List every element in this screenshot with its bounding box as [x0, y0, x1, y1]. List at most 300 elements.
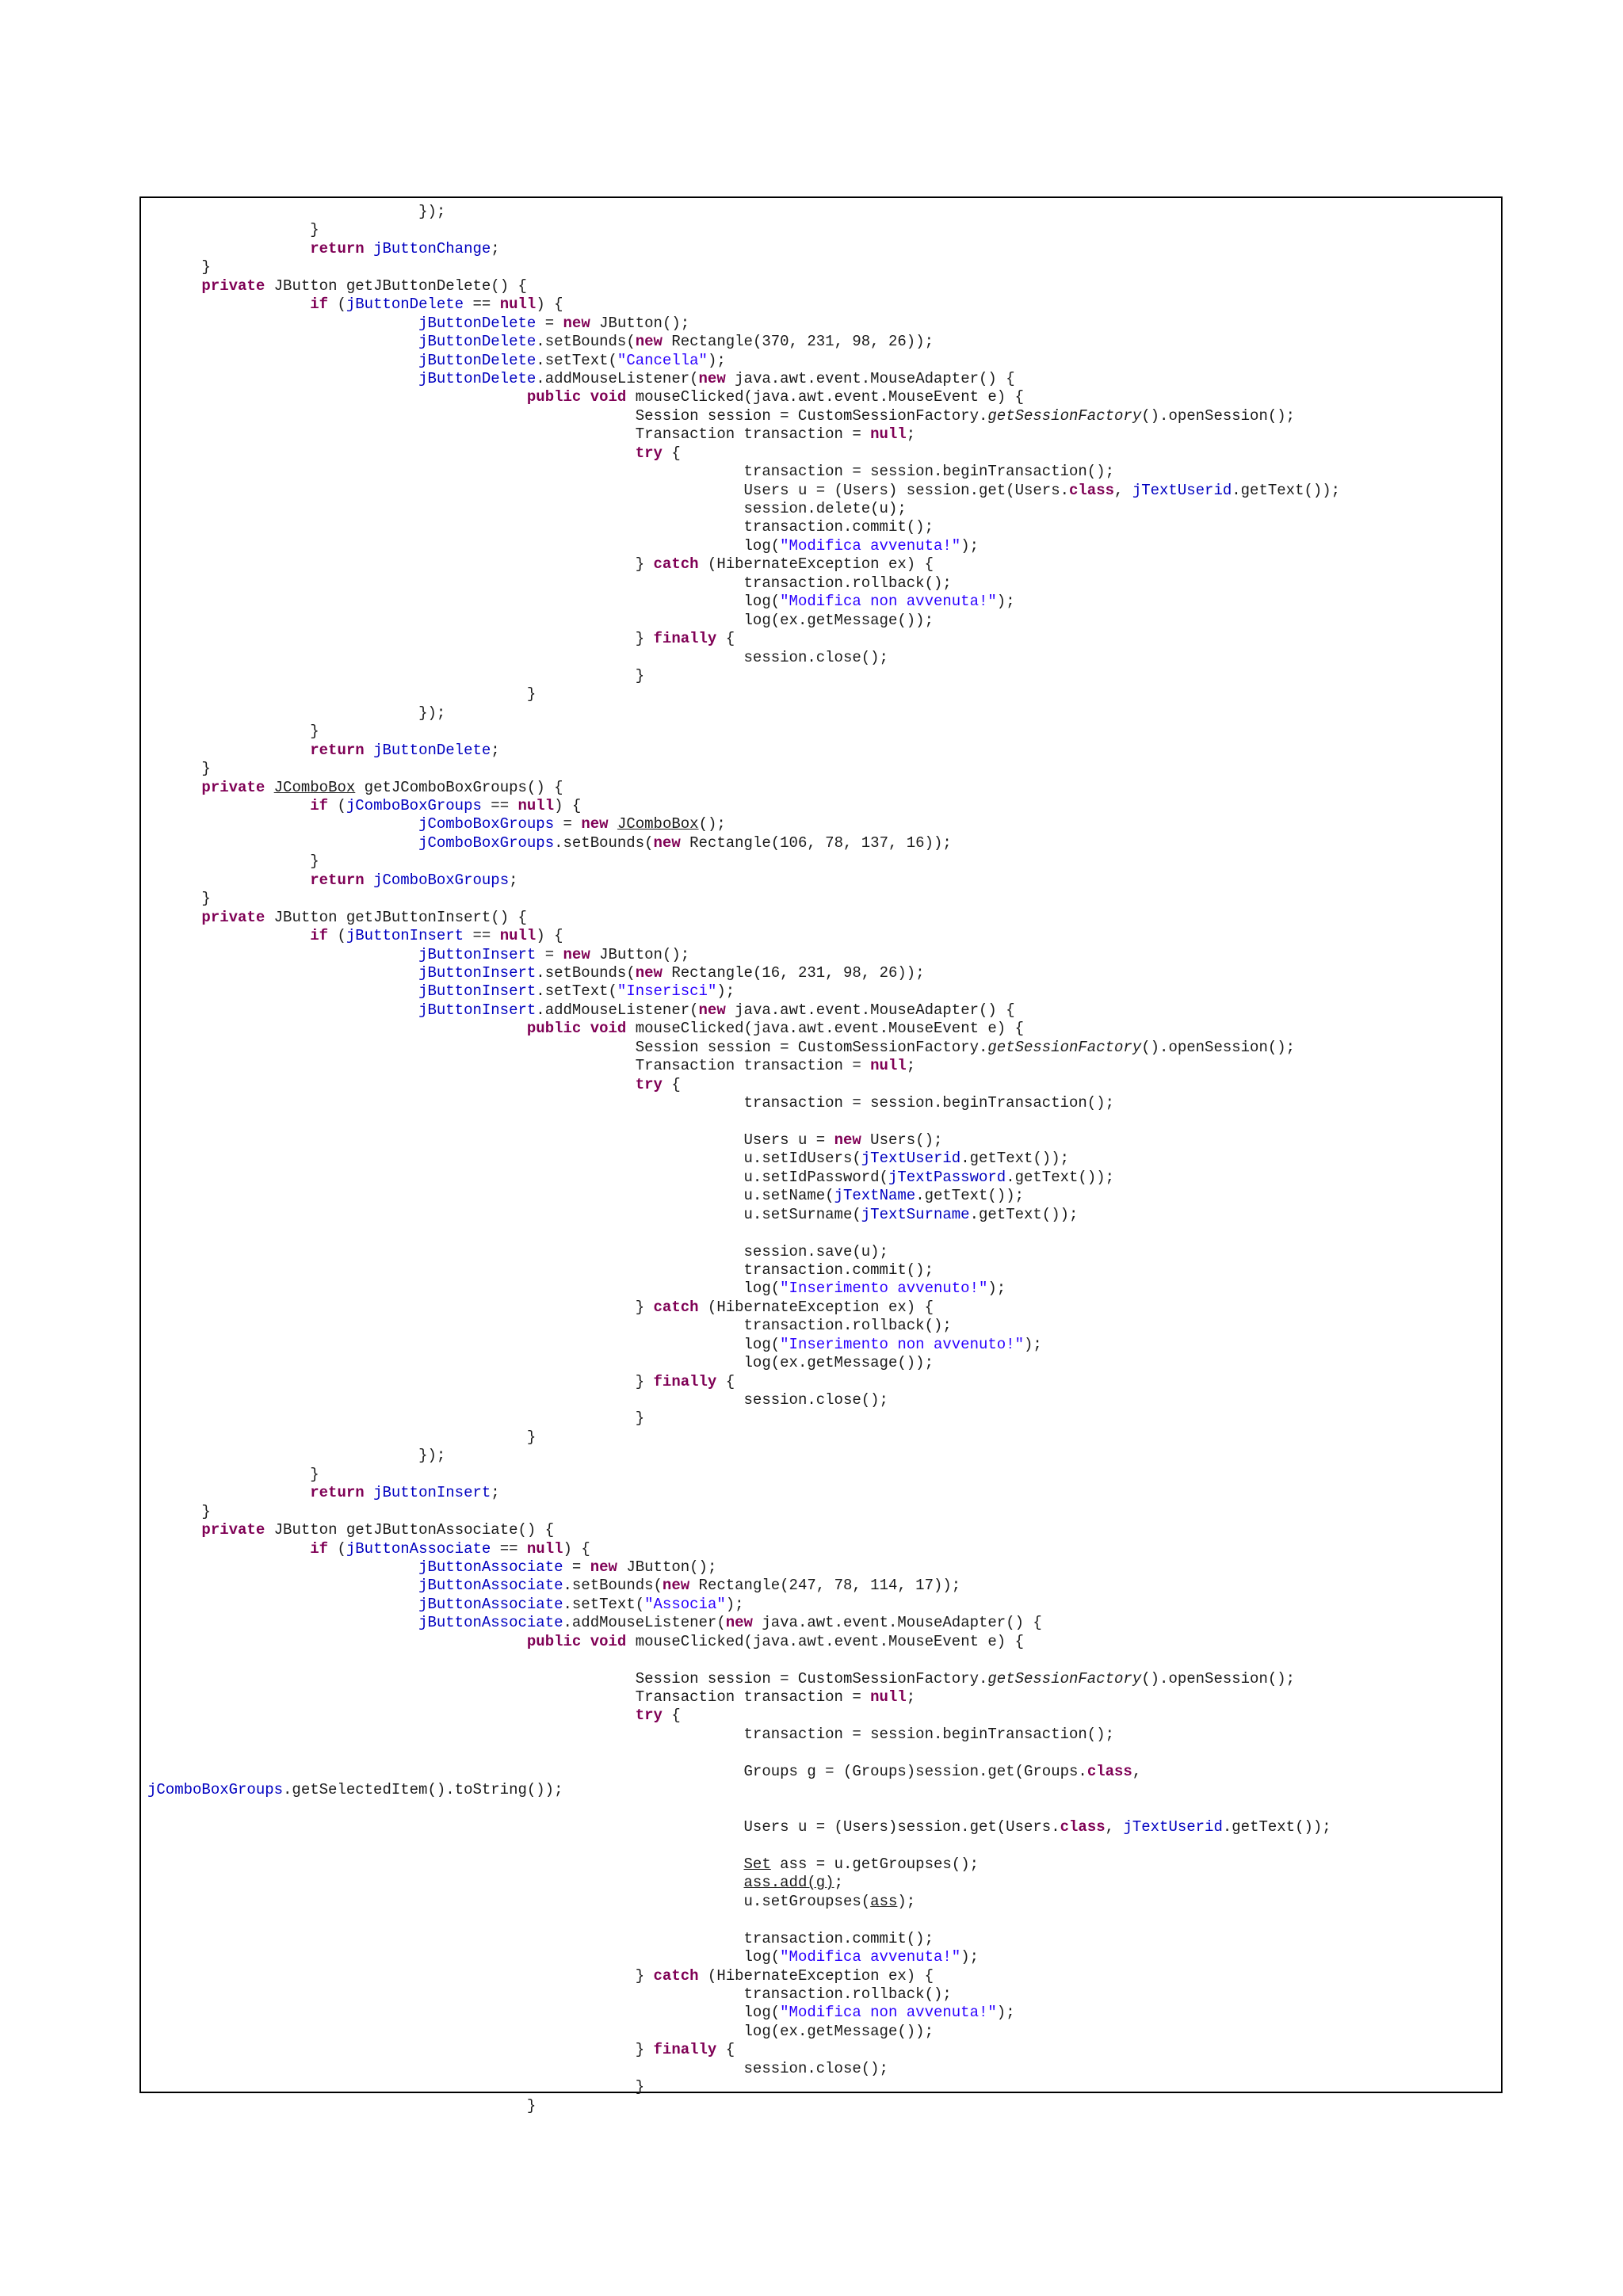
code-token: jTextSurname [861, 1205, 970, 1223]
code-line [147, 1354, 1340, 1372]
code-line [147, 1428, 1340, 1447]
code-line [147, 425, 1340, 444]
code-line [147, 388, 1340, 406]
code-line [147, 1521, 1340, 1539]
code-token: (HibernateException ex) { [698, 555, 934, 574]
code-token: ; [906, 1057, 916, 1075]
code-token: Transaction transaction = [635, 425, 871, 444]
code-indent [147, 203, 418, 220]
code-indent [147, 964, 418, 982]
code-token: private [201, 277, 265, 295]
code-indent [147, 1670, 636, 1688]
code-line [147, 1503, 1340, 1521]
code-indent [147, 2041, 636, 2058]
code-indent [147, 388, 527, 406]
code-token: .getText()); [1222, 1818, 1331, 1836]
code-token: class [1060, 1818, 1106, 1836]
code-token: ) { [536, 927, 563, 945]
code-line [147, 1540, 1340, 1558]
code-line [147, 1169, 1340, 1187]
code-token: jTextName [834, 1187, 916, 1205]
code-token: } [635, 1372, 654, 1390]
code-line [147, 277, 1340, 296]
code-token: JButton getJButtonDelete() { [265, 277, 527, 295]
code-token: new [635, 333, 663, 351]
code-token: ) { [554, 797, 582, 814]
code-token: jComboBoxGroups [418, 815, 555, 833]
code-line [147, 574, 1340, 593]
code-token: jButtonAssociate [346, 1539, 491, 1558]
code-indent [147, 704, 418, 722]
code-indent [147, 2004, 744, 2021]
code-line [147, 1818, 1340, 1836]
code-token: jButtonInsert [373, 1484, 491, 1502]
code-line [147, 537, 1340, 555]
code-token: } [201, 258, 211, 277]
code-token: JButton(); [617, 1558, 717, 1576]
code-line [147, 946, 1340, 964]
code-line [147, 742, 1340, 760]
code-token: transaction.commit(); [743, 1929, 934, 1947]
code-indent [147, 407, 636, 425]
code-indent [147, 1707, 636, 1724]
code-token: ); [996, 593, 1015, 611]
code-line [147, 1577, 1340, 1595]
code-token: ); [960, 1948, 979, 1966]
code-indent [147, 1391, 744, 1409]
code-token: "Modifica non avvenuta!" [780, 2004, 997, 2022]
code-token: ().openSession(); [1141, 406, 1296, 425]
code-token: } [310, 221, 319, 239]
code-token: JButton(); [590, 314, 690, 332]
code-token: ( [328, 1539, 346, 1558]
code-token: "Associa" [644, 1595, 726, 1613]
code-indent [147, 909, 201, 926]
code-line [147, 723, 1340, 741]
code-line [147, 296, 1340, 314]
code-indent [147, 518, 744, 536]
code-token: new [725, 1614, 753, 1632]
code-indent [147, 1373, 636, 1390]
code-indent [147, 779, 201, 796]
code-indent [147, 723, 310, 740]
code-token: new [635, 963, 663, 982]
code-token: } [201, 760, 211, 778]
code-indent [147, 2078, 636, 2096]
code-token: void [590, 1020, 627, 1038]
code-indent [147, 1447, 418, 1464]
code-indent [147, 612, 744, 629]
code-token: .setBounds( [554, 833, 654, 852]
code-token: catch [653, 1298, 699, 1316]
code-line [147, 982, 1340, 1001]
code-indent [147, 1985, 744, 2003]
code-token: } [310, 723, 319, 741]
code-indent [147, 1169, 744, 1186]
code-token: } [635, 1298, 654, 1316]
code-indent [147, 1930, 744, 1947]
code-token: .addMouseListener( [563, 1614, 726, 1632]
code-token: Session session = CustomSessionFactory. [635, 406, 988, 425]
code-token: null [526, 1539, 563, 1558]
code-line [147, 518, 1340, 536]
code-indent [147, 1855, 744, 1873]
code-token: ); [707, 351, 726, 369]
code-line [147, 2060, 1340, 2078]
code-token [609, 815, 617, 833]
code-token: finally [653, 1372, 717, 1390]
code-indent [147, 871, 310, 889]
code-line [147, 1224, 1340, 1242]
code-token: null [517, 797, 555, 814]
code-token: Set [743, 1855, 771, 1873]
code-line [147, 630, 1340, 648]
code-token: log( [743, 593, 781, 611]
code-token: == [481, 797, 518, 814]
code-indent [147, 1317, 744, 1334]
code-token: log(ex.getMessage()); [743, 2022, 934, 2040]
code-token: }); [418, 1447, 446, 1465]
code-token: ; [834, 1874, 843, 1892]
code-line [147, 704, 1340, 723]
code-token: u.setGroupses( [743, 1892, 871, 1910]
code-token: { [662, 1707, 681, 1725]
code-token: jButtonDelete [418, 333, 537, 351]
code-indent [147, 927, 310, 944]
code-token: = [563, 1558, 590, 1576]
code-line [147, 1261, 1340, 1280]
code-token: null [870, 1057, 907, 1075]
code-line [147, 779, 1340, 797]
code-token [365, 742, 373, 759]
code-token: } [635, 2041, 654, 2059]
code-line [147, 927, 1340, 945]
code-line [147, 1020, 1340, 1038]
code-token: transaction.rollback(); [743, 1985, 952, 2003]
code-indent [147, 1039, 636, 1056]
code-token: Rectangle(16, 231, 98, 26)); [662, 963, 925, 982]
code-indent [147, 1726, 744, 1743]
code-token: } [526, 2096, 537, 2115]
code-line [147, 370, 1340, 388]
code-token: try [635, 444, 663, 462]
code-token: .addMouseListener( [536, 369, 699, 387]
code-token: ); [716, 982, 735, 1001]
code-token: new [698, 369, 726, 387]
code-indent [147, 1763, 744, 1780]
code-token: ); [960, 536, 979, 555]
code-indent [147, 667, 636, 685]
code-indent [147, 1688, 636, 1706]
code-token: ; [491, 741, 500, 759]
code-indent [147, 555, 636, 573]
code-line [147, 1447, 1340, 1465]
code-token: catch [653, 555, 699, 574]
code-line [147, 1874, 1340, 1892]
code-token: Users u = (Users)session.get(Users. [743, 1818, 1060, 1836]
code-line [147, 1893, 1340, 1911]
code-indent [147, 1633, 527, 1650]
code-token: Rectangle(247, 78, 114, 17)); [689, 1577, 961, 1595]
code-line [147, 203, 1340, 221]
code-token: u.setIdUsers( [743, 1150, 861, 1168]
code-indent [147, 1001, 418, 1019]
code-line [147, 1001, 1340, 1020]
code-token: session.delete(u); [743, 500, 907, 517]
code-line [147, 1057, 1340, 1075]
code-token: JComboBox [273, 778, 356, 796]
code-indent [147, 1540, 310, 1558]
code-indent [147, 425, 636, 443]
code-token: .addMouseListener( [536, 1001, 699, 1019]
code-token: Transaction transaction = [635, 1688, 871, 1706]
code-token: jButtonAssociate [418, 1595, 563, 1613]
code-token: { [662, 1075, 681, 1093]
code-token: getSessionFactory [987, 1669, 1142, 1688]
code-listing [147, 203, 1340, 2115]
code-line [147, 1781, 1340, 1799]
code-token: "Modifica non avvenuta!" [780, 593, 997, 611]
code-line [147, 871, 1340, 890]
code-line [147, 1948, 1340, 1966]
code-indent [147, 742, 310, 759]
code-token: ); [996, 2004, 1015, 2022]
code-indent [147, 1874, 744, 1891]
code-token [365, 240, 373, 257]
code-token: null [499, 296, 537, 314]
code-token [581, 1020, 590, 1037]
code-token: jComboBoxGroups [418, 833, 555, 852]
code-line [147, 909, 1340, 927]
code-indent [147, 834, 418, 852]
code-token: class [1086, 1762, 1132, 1780]
code-token: }); [418, 203, 446, 220]
code-indent [147, 1967, 636, 1985]
code-line [147, 221, 1340, 239]
code-indent [147, 1818, 744, 1836]
code-token: jTextUserid [1132, 481, 1232, 499]
code-line [147, 407, 1340, 425]
code-token: java.awt.event.MouseAdapter() { [725, 369, 1015, 387]
code-token: return [310, 741, 365, 759]
code-token: new [563, 945, 590, 963]
code-token: { [716, 2041, 735, 2059]
code-token: .getText()); [915, 1187, 1025, 1205]
code-line [147, 500, 1340, 518]
code-indent [147, 593, 744, 610]
code-token: ; [906, 425, 916, 444]
code-token: getJComboBoxGroups() { [355, 778, 563, 796]
code-token: jButtonAssociate [418, 1577, 563, 1595]
code-token: .getText()); [1006, 1168, 1115, 1186]
code-token: ass.add(g) [743, 1874, 834, 1892]
code-token: jComboBoxGroups [346, 797, 482, 814]
code-token: private [201, 778, 265, 796]
code-token: "Inserisci" [617, 982, 717, 1001]
code-token: log( [743, 536, 781, 555]
code-token: jButtonDelete [418, 314, 537, 332]
code-indent [147, 1280, 744, 1297]
code-line [147, 852, 1340, 871]
code-token: null [870, 425, 907, 444]
code-token: jTextPassword [888, 1168, 1006, 1186]
code-token: ( [328, 797, 346, 814]
code-token: JButton getJButtonInsert() { [265, 908, 527, 926]
code-token: jButtonChange [373, 239, 491, 257]
code-token: u.setSurname( [743, 1205, 861, 1223]
code-indent [147, 2097, 527, 2115]
code-indent [147, 277, 201, 295]
code-indent [147, 444, 636, 462]
code-token: log( [743, 2004, 781, 2022]
code-token: session.close(); [743, 2059, 888, 2077]
code-token: ().openSession(); [1141, 1038, 1296, 1056]
code-token: } [635, 630, 654, 648]
code-indent [147, 630, 636, 647]
code-token: if [310, 1539, 329, 1558]
code-indent [147, 1558, 418, 1576]
code-token: new [563, 314, 590, 332]
code-line [147, 2097, 1340, 2115]
code-token: null [870, 1688, 907, 1706]
code-token: return [310, 1484, 365, 1502]
code-token: ( [328, 927, 346, 945]
code-token: .setText( [536, 982, 617, 1001]
code-token: .setBounds( [536, 963, 636, 982]
code-token: public [526, 1020, 582, 1038]
code-indent [147, 1076, 636, 1093]
code-line [147, 555, 1340, 574]
code-indent [147, 1466, 310, 1483]
code-line [147, 352, 1340, 370]
code-token: } [635, 1409, 645, 1428]
code-token [365, 871, 373, 889]
code-line [147, 1112, 1340, 1131]
code-token: .getText()); [960, 1150, 1070, 1168]
code-token: "Modifica avvenuta!" [780, 536, 961, 555]
code-token: Session session = CustomSessionFactory. [635, 1669, 988, 1688]
code-token [581, 388, 590, 406]
code-line [147, 667, 1340, 685]
code-indent [147, 1131, 744, 1149]
code-indent [147, 685, 527, 703]
code-indent [147, 1243, 744, 1261]
code-token: ); [725, 1595, 744, 1613]
code-token: transaction = session.beginTransaction(); [743, 463, 1115, 481]
code-token: .getSelectedItem().toString()); [283, 1781, 563, 1799]
code-token: jTextUserid [861, 1150, 961, 1168]
code-line [147, 1726, 1340, 1744]
code-token: ().openSession(); [1141, 1669, 1296, 1688]
code-indent [147, 240, 310, 257]
code-token: jButtonAssociate [418, 1614, 563, 1632]
code-token: new [590, 1558, 617, 1576]
code-indent [147, 333, 418, 350]
code-line [147, 685, 1340, 704]
code-token: u.setName( [743, 1187, 834, 1205]
code-token: transaction.commit(); [743, 518, 934, 536]
code-indent [147, 352, 418, 369]
code-token: , [1132, 1762, 1142, 1780]
code-token: new [698, 1001, 726, 1019]
code-token: finally [653, 630, 717, 648]
code-line [147, 1596, 1340, 1614]
code-line [147, 1484, 1340, 1502]
code-line [147, 1131, 1340, 1150]
code-line [147, 612, 1340, 630]
code-token: ass [870, 1892, 898, 1910]
code-line [147, 1967, 1340, 1985]
code-line [147, 482, 1340, 500]
code-token: } [201, 890, 211, 908]
code-token: jButtonDelete [418, 351, 537, 369]
code-token: } [635, 666, 645, 685]
code-line [147, 890, 1340, 908]
code-token: { [662, 444, 681, 462]
code-token: = [536, 314, 563, 332]
code-token: catch [653, 1966, 699, 1985]
code-indent [147, 1484, 310, 1501]
code-token: .setText( [536, 351, 617, 369]
code-line [147, 1299, 1340, 1317]
code-token: ass = u.getGroupses(); [770, 1855, 979, 1873]
code-token: jComboBoxGroups [373, 871, 510, 889]
code-line [147, 240, 1340, 258]
code-line [147, 2041, 1340, 2059]
code-indent [147, 463, 744, 480]
code-token: mouseClicked(java.awt.event.MouseEvent e) { [626, 1632, 1025, 1650]
code-indent [147, 1948, 744, 1966]
code-indent [147, 1020, 527, 1037]
code-indent [147, 1261, 744, 1279]
code-line [147, 1076, 1340, 1094]
code-line [147, 1633, 1340, 1651]
code-line [147, 258, 1340, 277]
code-line [147, 1039, 1340, 1057]
code-line [147, 1855, 1340, 1874]
code-token: } [201, 1502, 211, 1520]
code-indent [147, 482, 744, 499]
code-indent [147, 1187, 744, 1204]
code-line [147, 1187, 1340, 1205]
code-indent [147, 760, 201, 777]
code-line [147, 760, 1340, 778]
code-indent [147, 296, 310, 313]
code-indent [147, 1503, 201, 1520]
code-indent [147, 221, 310, 238]
code-line [147, 2078, 1340, 2096]
code-line [147, 1763, 1340, 1781]
code-token: == [491, 1539, 527, 1558]
code-indent [147, 370, 418, 387]
code-indent [147, 1057, 636, 1074]
code-indent [147, 1893, 744, 1910]
code-token: } [635, 555, 654, 574]
code-indent [147, 1596, 418, 1613]
code-line [147, 2004, 1340, 2022]
code-indent [147, 1577, 418, 1594]
code-token: , [1114, 481, 1132, 499]
code-indent [147, 2023, 744, 2040]
code-token: (); [698, 815, 726, 833]
code-token: jButtonDelete [373, 741, 491, 759]
code-indent [147, 1428, 527, 1446]
code-token: "Inserimento avvenuto!" [780, 1280, 988, 1298]
code-token: .getText()); [1232, 481, 1341, 499]
code-indent [147, 1521, 201, 1539]
code-token: private [201, 908, 265, 926]
code-token: jButtonInsert [346, 927, 464, 945]
